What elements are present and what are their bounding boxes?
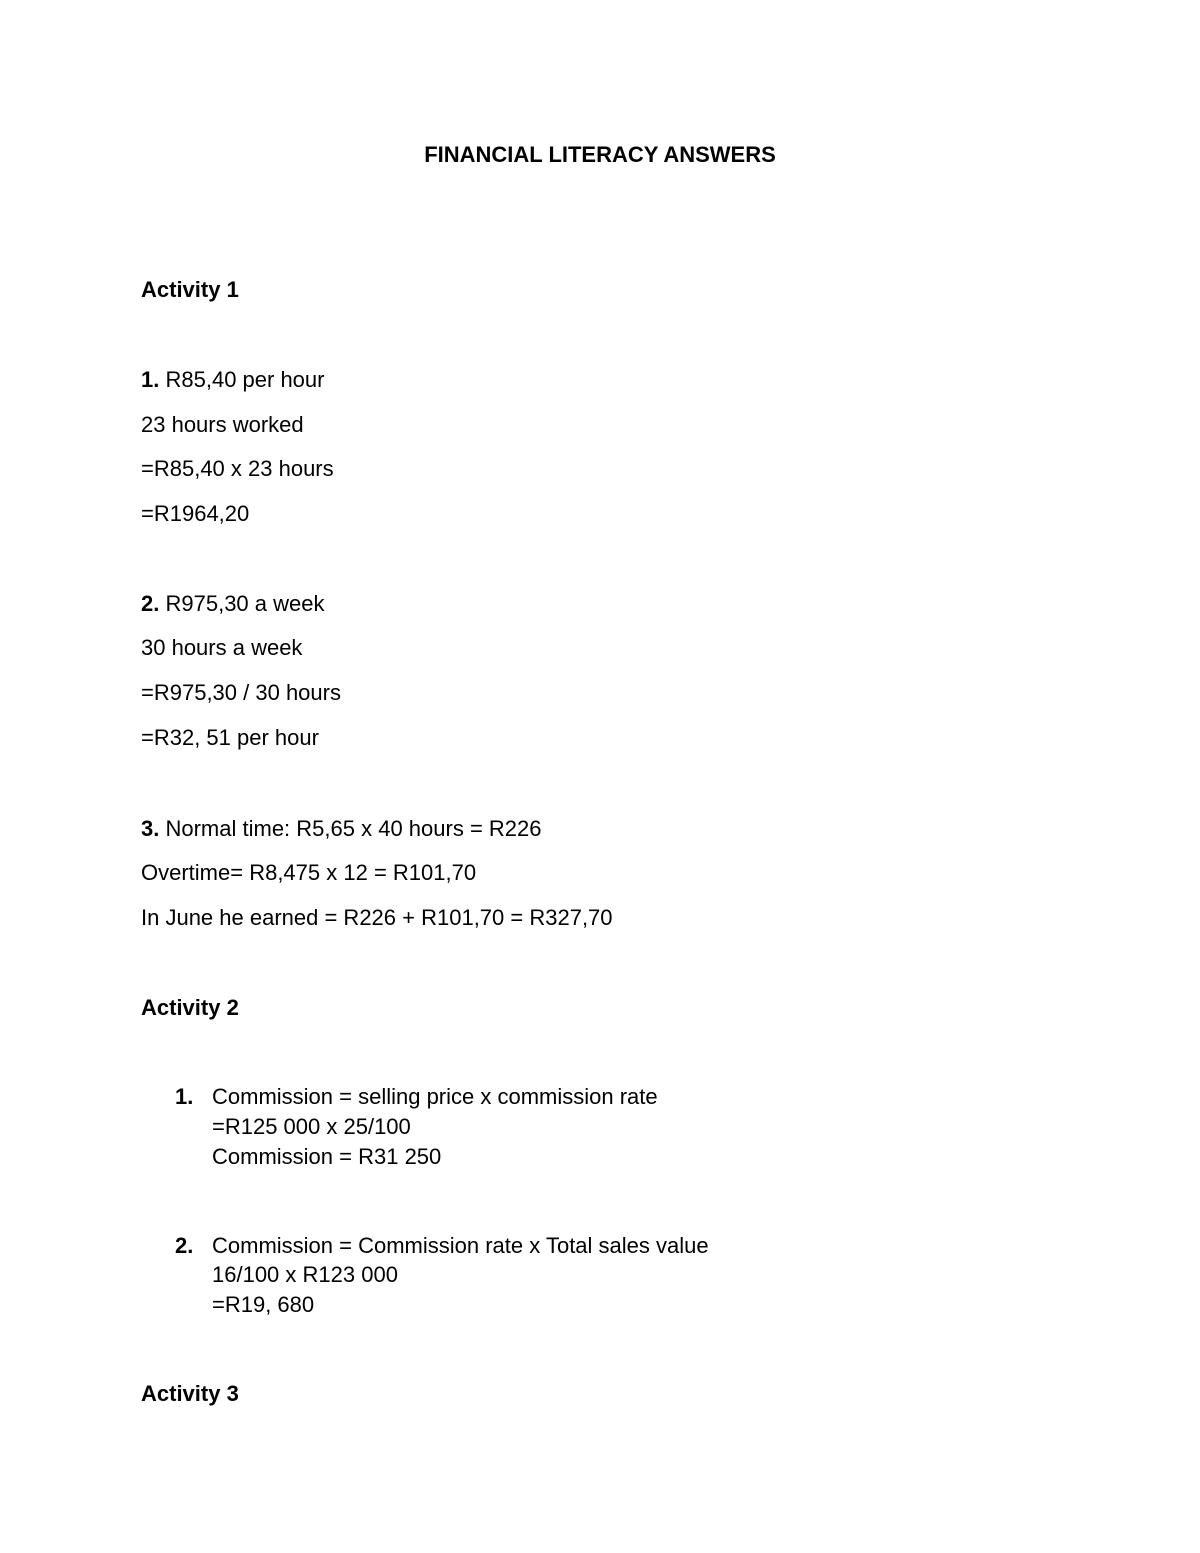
- document-title: FINANCIAL LITERACY ANSWERS: [424, 142, 776, 167]
- activity-1-q1-line-1: [141, 366, 324, 394]
- activity-1-q3-text: Normal time: R5,65 x 40 hours = R226: [165, 816, 542, 841]
- activity-1-q2-text: R975,30 a week: [165, 591, 325, 616]
- activity-2-q1-line-2: =R125 000 x 25/100: [212, 1114, 411, 1139]
- activity-2-q2-number: 2.: [175, 1233, 194, 1258]
- activity-1-q1-number: 1.: [141, 367, 160, 392]
- activity-2-heading: Activity 2: [141, 995, 239, 1020]
- activity-1-q3-line-1: [141, 815, 542, 843]
- activity-1-q2-number: 2.: [141, 591, 160, 616]
- activity-1-q2-line-3: =R975,30 / 30 hours: [141, 680, 341, 705]
- activity-1-q1-line-2: 23 hours worked: [141, 412, 304, 437]
- activity-3-heading: Activity 3: [141, 1381, 239, 1406]
- activity-1-q2-line-4: =R32, 51 per hour: [141, 725, 319, 750]
- activity-1-q1-text: R85,40 per hour: [165, 367, 325, 392]
- activity-1-heading: Activity 1: [141, 277, 239, 302]
- activity-2-q1-line-3: Commission = R31 250: [212, 1144, 442, 1169]
- activity-1-q3-line-3: In June he earned = R226 + R101,70 = R327,70: [141, 905, 613, 930]
- activity-1-q1-line-3: =R85,40 x 23 hours: [141, 456, 334, 481]
- activity-2-q1-line-1: Commission = selling price x commission rate: [212, 1084, 658, 1109]
- activity-1-q3-number: 3.: [141, 816, 160, 841]
- activity-2-q2-line-3: =R19, 680: [212, 1292, 315, 1317]
- activity-1-q3-line-2: Overtime= R8,475 x 12 = R101,70: [141, 860, 477, 885]
- activity-1-q2-line-1: [141, 590, 324, 618]
- activity-2-q2-line-2: 16/100 x R123 000: [212, 1262, 398, 1287]
- activity-1-q2-line-2: 30 hours a week: [141, 635, 303, 660]
- activity-2-q1-number: 1.: [175, 1084, 194, 1109]
- activity-1-q1-line-4: =R1964,20: [141, 501, 250, 526]
- activity-2-q2-line-1: Commission = Commission rate x Total sales value: [212, 1233, 709, 1258]
